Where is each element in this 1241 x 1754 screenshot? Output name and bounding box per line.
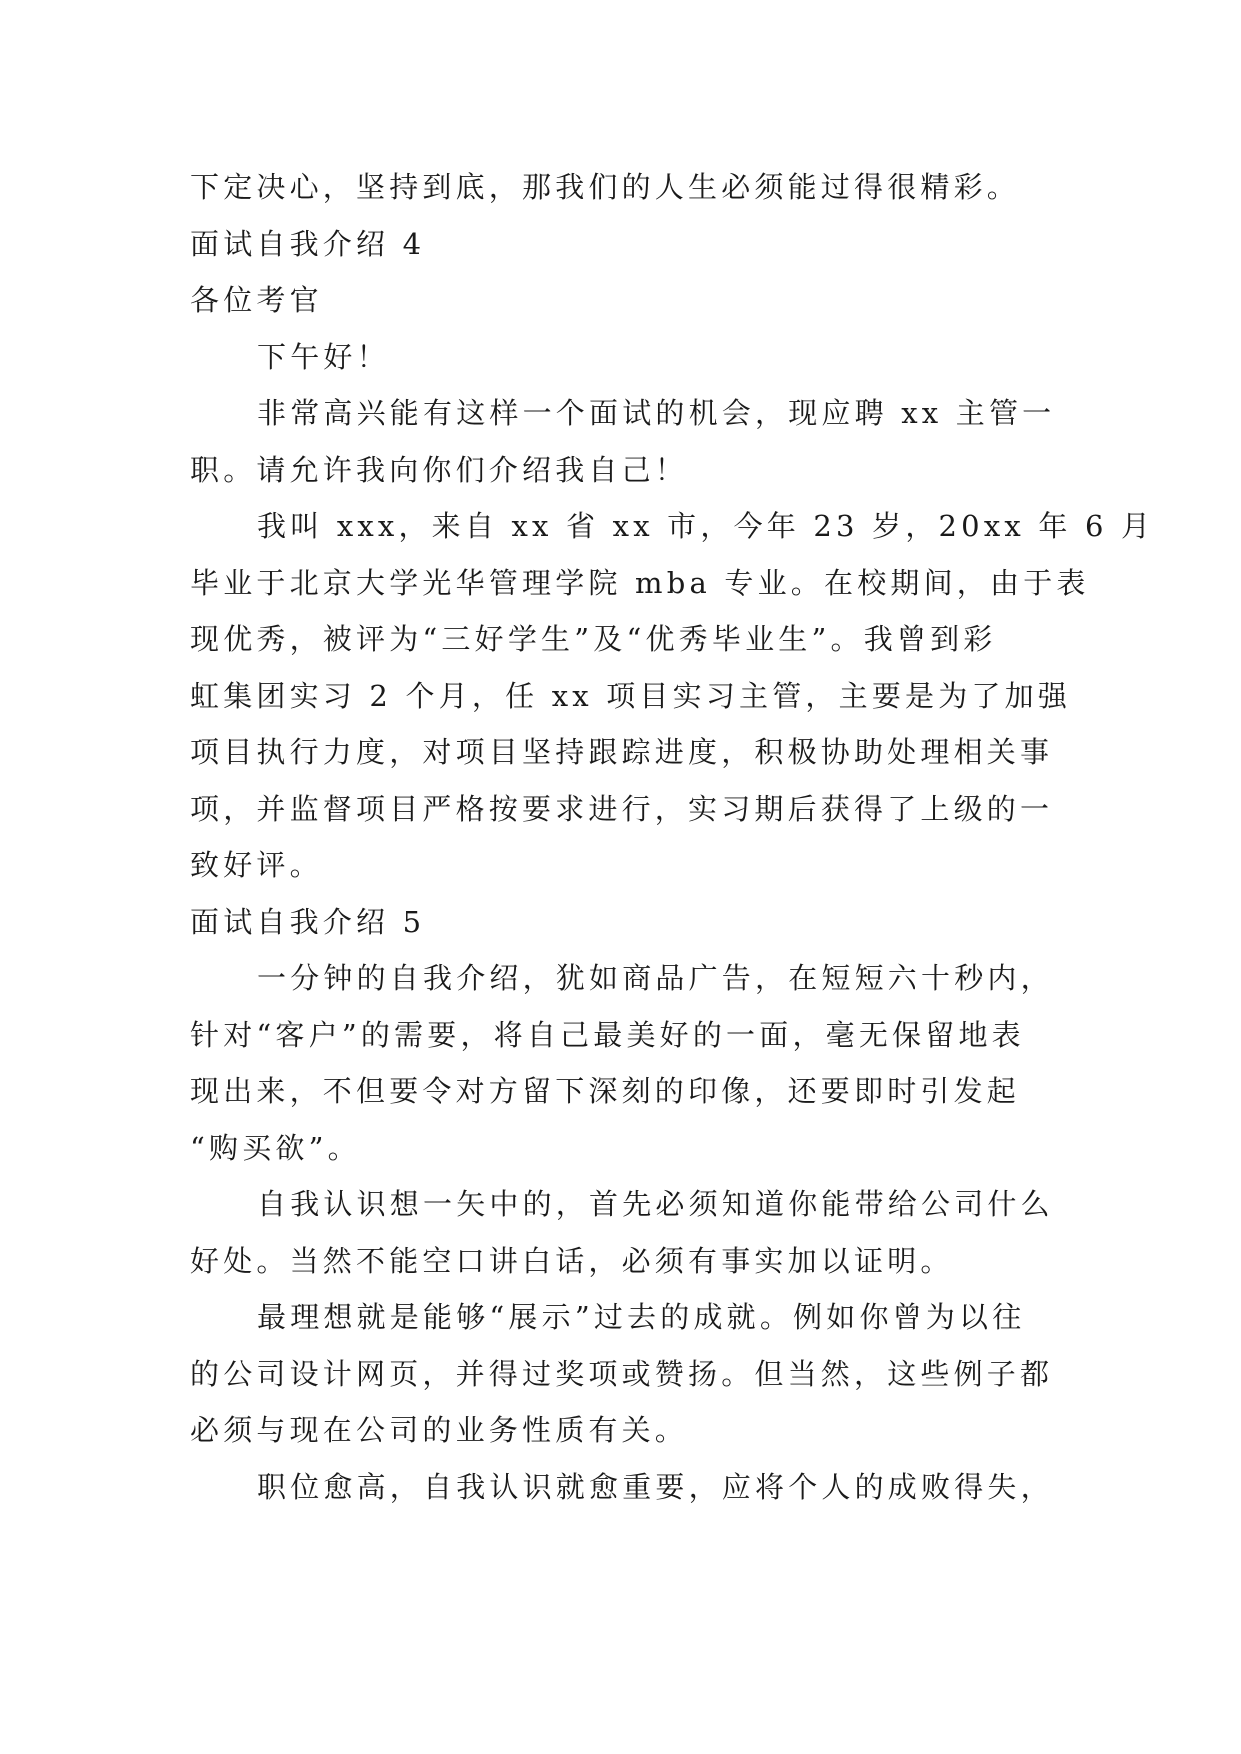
- paragraph-line: 我叫 xxx，来自 xx 省 xx 市，今年 23 岁，20xx 年 6 月: [257, 509, 1155, 543]
- paragraph-line: 职位愈高，自我认识就愈重要，应将个人的成败得失，: [257, 1470, 1054, 1504]
- paragraph-line: 好处。当然不能空口讲白话，必须有事实加以证明。: [190, 1244, 954, 1278]
- paragraph-line: 职。请允许我向你们介绍我自己！: [190, 453, 689, 487]
- paragraph-line: 最理想就是能够“展示”过去的成就。例如你曾为以往: [257, 1300, 1026, 1334]
- salutation: 各位考官: [190, 283, 323, 317]
- section-heading: 面试自我介绍 4: [190, 227, 426, 261]
- paragraph-line: 项目执行力度，对项目坚持跟踪进度，积极协助处理相关事: [190, 735, 1054, 769]
- paragraph-line: 致好评。: [190, 848, 323, 882]
- paragraph-line: 一分钟的自我介绍，犹如商品广告，在短短六十秒内，: [257, 961, 1054, 995]
- paragraph-line: “购买欲”。: [190, 1131, 361, 1165]
- paragraph-line: 针对“客户”的需要，将自己最美好的一面，毫无保留地表: [190, 1018, 1025, 1052]
- paragraph-line: 现出来，不但要令对方留下深刻的印像，还要即时引发起: [190, 1074, 1021, 1108]
- paragraph-line: 虹集团实习 2 个月，任 xx 项目实习主管，主要是为了加强: [190, 679, 1072, 713]
- paragraph-line: 现优秀，被评为“三好学生”及“优秀毕业生”。我曾到彩: [190, 622, 997, 656]
- paragraph-line: 项，并监督项目严格按要求进行，实习期后获得了上级的一: [190, 792, 1054, 826]
- greeting: 下午好！: [257, 340, 390, 374]
- paragraph-line: 的公司设计网页，并得过奖项或赞扬。但当然，这些例子都: [190, 1357, 1054, 1391]
- paragraph-line: 非常高兴能有这样一个面试的机会，现应聘 xx 主管一: [257, 396, 1056, 430]
- section-heading: 面试自我介绍 5: [190, 905, 426, 939]
- paragraph-line: 毕业于北京大学光华管理学院 mba 专业。在校期间，由于表: [190, 566, 1090, 600]
- paragraph-line: 下定决心，坚持到底，那我们的人生必须能过得很精彩。: [190, 170, 1021, 204]
- paragraph-line: 自我认识想一矢中的，首先必须知道你能带给公司什么: [257, 1187, 1054, 1221]
- paragraph-line: 必须与现在公司的业务性质有关。: [190, 1413, 689, 1447]
